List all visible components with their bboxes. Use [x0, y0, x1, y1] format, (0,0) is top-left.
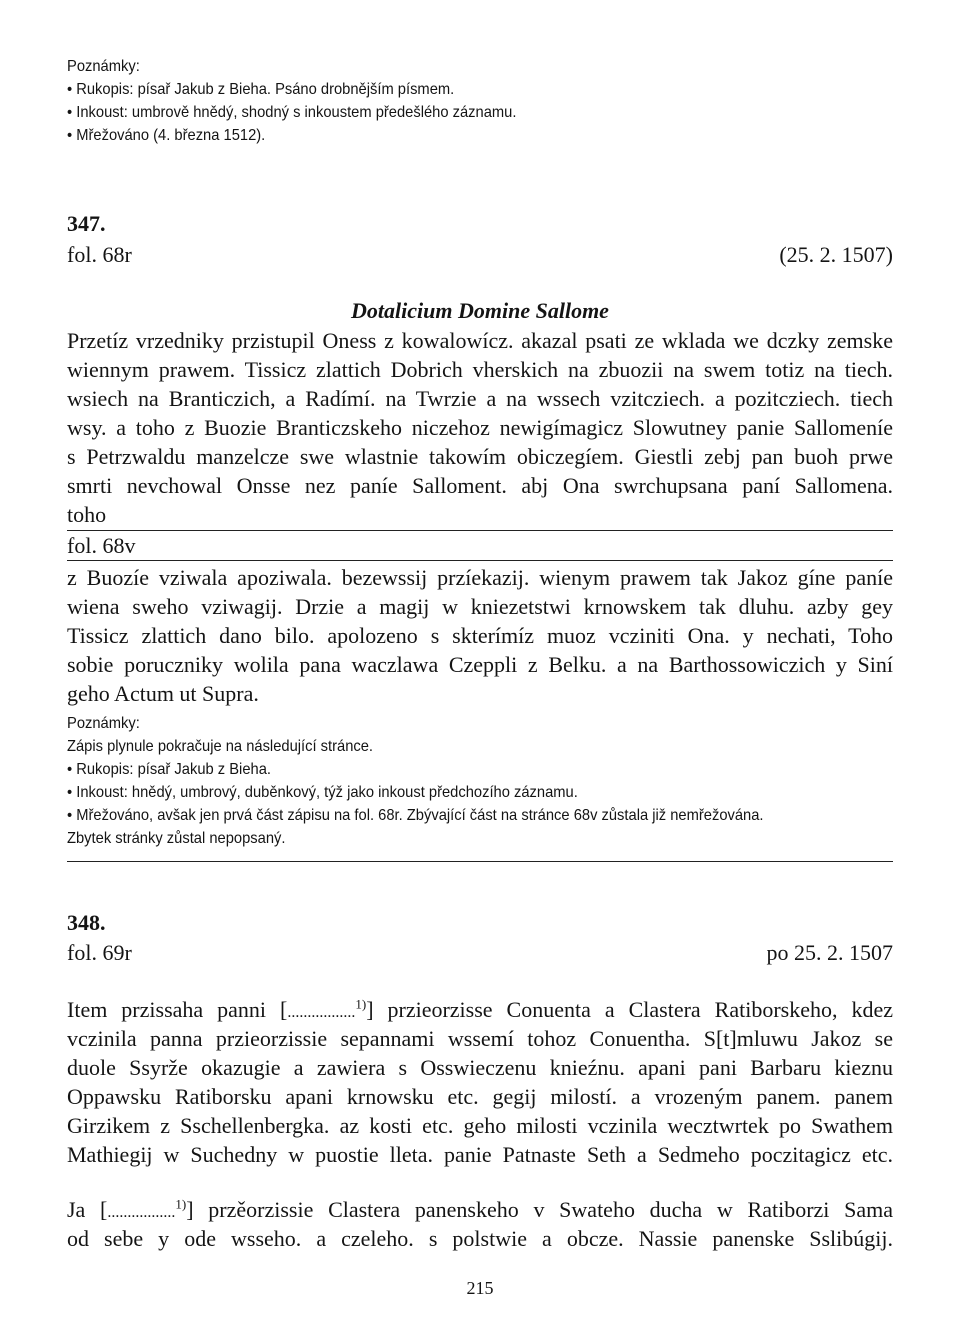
- text-line: Tissicz zlattich dano bilo. apolozeno s skterímíz muoz vcziniti Ona. y nechati, Toho: [67, 623, 893, 648]
- notes-block-top: [67, 55, 893, 147]
- text-line: wsiech na Branticzich, a Radímí. na Twrzie a na wssech vzitcziech. a pozitcziech. tiech: [67, 386, 893, 411]
- entry-date: (25. 2. 1507): [779, 242, 893, 267]
- note-item: • Inkoust: umbrově hnědý, shodný s inkoustem předešlého záznamu.: [67, 104, 517, 121]
- text-line: Oppawsku Ratiborsku apani krnowsku etc. gegij milostí. a vrozeným panem. panem: [67, 1084, 893, 1109]
- footnote-reference: 1): [175, 1196, 187, 1212]
- text-run: ] przěorzissie Clastera panenskeho v Swateho ducha w Ratiborzi Sama: [186, 1197, 894, 1222]
- text-run: Ja [: [67, 1197, 108, 1222]
- note-item: • Rukopis: písař Jakub z Bieha.: [67, 761, 271, 778]
- folio-divider: [67, 560, 893, 561]
- folio-label: fol. 68v: [67, 533, 136, 558]
- entry-text-348-p2: [67, 1195, 893, 1253]
- note-item: • Inkoust: hnědý, umbrový, duběnkový, týž jako inkoust předchozího záznamu.: [67, 784, 578, 801]
- text-line: duole Ssyrže okazugie a zawiera s Osswieczenu knieźnu. apani pani Barbaru kieznu: [67, 1055, 893, 1080]
- text-line: Mathiegij w Suchedny w puostie lleta. panie Patnaste Seth a Sedmeho poczitagicz etc.: [67, 1142, 893, 1167]
- entry-date: po 25. 2. 1507: [766, 940, 893, 965]
- text-line: sobie poruczniky wolila pana waczlawa Czeppli z Belku. a na Barthossowiczich y Siní: [67, 652, 893, 677]
- text-line: Girzikem z Sschellenbergka. az kosti etc. geho milosti vczinila wecztwrtek po Swathem: [67, 1113, 893, 1138]
- folio-label: fol. 68r: [67, 242, 132, 267]
- note-item: • Rukopis: písař Jakub z Bieha. Psáno drobnějším písmem.: [67, 81, 455, 98]
- document-page: [67, 0, 893, 1331]
- notes-heading: Poznámky:: [67, 58, 140, 75]
- text-line: od sebe y ode wsseho. a czeleho. s polstwie a obcze. Nassie panenske Sslibúgij.: [67, 1226, 893, 1251]
- text-line: geho Actum ut Supra.: [67, 681, 259, 706]
- note-item: • Mřežováno, avšak jen prvá část zápisu na fol. 68r. Zbývající část na stránce 68v zůstala již nemřežována.: [67, 807, 764, 824]
- text-line: s Petrzwaldu manzelcze swe wlastnie takowím obiczegíem. Giestli zebj pan buoh prwe: [67, 444, 893, 469]
- entry-text-348-p1: [67, 995, 893, 1169]
- text-line: [67, 1195, 893, 1224]
- text-line: z Buozíe vziwala apoziwala. bezewssij przíekazij. wienym prawem tak Jakoz gíne paníe: [67, 565, 893, 590]
- notes-block-347: [67, 712, 893, 850]
- text-line: vczinila panna przieorzissie sepannami wssemí tohoz Conuentha. S[t]mluwu Jakoz se: [67, 1026, 893, 1051]
- entry-number: 348.: [67, 910, 106, 935]
- folio-label: fol. 69r: [67, 940, 132, 965]
- footnote-reference: 1): [355, 996, 367, 1012]
- note-item: • Mřežováno (4. března 1512).: [67, 127, 266, 144]
- text-line: [67, 995, 893, 1024]
- entry-divider: [67, 861, 893, 862]
- text-line: wiennym prawem. Tissicz zlattich Dobrich vherskich na zbuozii na swem totiz na tiech.: [67, 357, 893, 382]
- text-line: toho: [67, 502, 107, 527]
- footnote-dots: .................: [287, 1004, 356, 1021]
- note-item: Zápis plynule pokračuje na následující stránce.: [67, 738, 374, 755]
- text-line: wsy. a toho z Buozie Branticzskeho niczehoz newigímagicz Slowutney panie Sallomeníe: [67, 415, 893, 440]
- footnote-dots: .................: [107, 1204, 176, 1221]
- text-run: ] przieorzisse Conuenta a Clastera Ratiborskeho, kdez: [366, 997, 894, 1022]
- text-line: Przetíz vrzedniky przistupil Oness z kowalowícz. akazal psati ze wklada we dczky zemske: [67, 328, 893, 353]
- note-item: Zbytek stránky zůstal nepopsaný.: [67, 830, 286, 847]
- entry-text-347b: [67, 563, 893, 708]
- notes-heading: Poznámky:: [67, 715, 140, 732]
- folio-divider: [67, 530, 893, 531]
- page-number: 215: [466, 1278, 494, 1298]
- entry-text-347a: [67, 326, 893, 529]
- entry-title: Dotalicium Domine Sallome: [351, 298, 609, 323]
- text-line: smrti nevchowal Onsse nez paníe Salloment. abj Ona swrchupsana paní Sallomena.: [67, 473, 893, 498]
- text-line: wiena sweho vziwagij. Drzie a magij w kniezetstwi krnowskem tak dluhu. azby gey: [67, 594, 893, 619]
- text-run: Item przissaha panni [: [67, 997, 288, 1022]
- entry-number: 347.: [67, 211, 106, 236]
